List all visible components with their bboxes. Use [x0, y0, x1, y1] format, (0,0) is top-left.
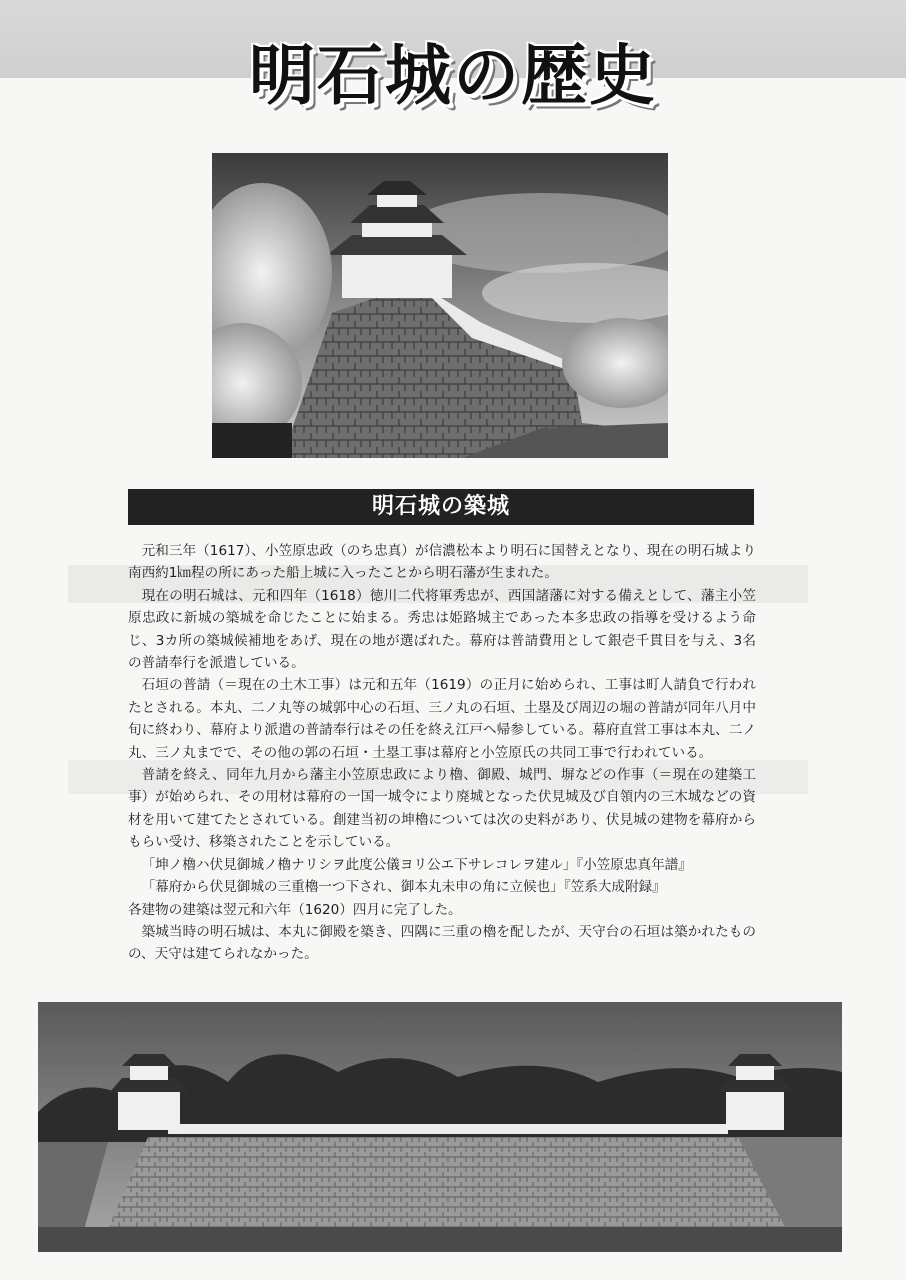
paragraph: 石垣の普請（＝現在の土木工事）は元和五年（1619）の正月に始められ、工事は町人請負で行われたとされる。本丸、二ノ丸等の城郭中心の石垣、三ノ丸の石垣、土塁及び周辺の堀の普請が同年八月中旬に終わり、幕府より派遣の普請奉行はその任を終え江戸へ帰参している。幕府直営工事は本丸、二ノ丸、三ノ丸までで、その他の郭の石垣・土塁工事は幕府と小笠原氏の共同工事で行われている。 [128, 677, 756, 761]
section-heading: 明石城の築城 [128, 489, 754, 525]
paragraph: 普請を終え、同年九月から藩主小笠原忠政により櫓、御殿、城門、塀などの作事（＝現在の建築工事）が始められ、その用材は幕府の一国一城令により廃城となった伏見城及び自領内の三木城などの資材を用いて建てたとされている。創建当初の坤櫓については次の史料があり、伏見城の建物を幕府からもらい受け、移築されたことを示している。 [128, 767, 756, 851]
castle-turret-photo [212, 153, 668, 458]
paragraph: 現在の明石城は、元和四年（1618）徳川二代将軍秀忠が、西国諸藩に対する備えとして、藩主小笠原忠政に新城の築城を命じたことに始まる。秀忠は姫路城主であった本多忠政の指導を受けるよう命じ、3カ所の築城候補地をあげ、現在の地が選ばれた。幕府は普請費用として銀壱千貫目を与え、3名の普請奉行を派遣している。 [128, 587, 756, 672]
paragraph: 各建物の建築は翌元和六年（1620）四月に完了した。 [128, 901, 462, 918]
paragraph: 元和三年（1617）、小笠原忠政（のち忠真）が信濃松本より明石に国替えとなり、現在の明石城より南西約1㎞程の所にあった船上城に入ったことから明石藩が生まれた。 [128, 543, 756, 582]
page-title: 明石城の歴史 [249, 37, 657, 114]
quote-line: 「坤ノ櫓ハ伏見御城ノ櫓ナリシヲ此度公儀ヨリ公エ下サレコレヲ建ル」『小笠原忠真年譜』 [141, 856, 692, 873]
castle-panorama-photo [38, 1002, 842, 1252]
quote-line: 「幕府から伏見御城の三重櫓一つ下され、御本丸未申の角に立候也」『笠系大成附録』 [141, 879, 666, 896]
article-body [128, 540, 756, 966]
paragraph: 築城当時の明石城は、本丸に御殿を築き、四隅に三重の櫓を配したが、天守台の石垣は築かれたものの、天守は建てられなかった。 [128, 923, 756, 963]
